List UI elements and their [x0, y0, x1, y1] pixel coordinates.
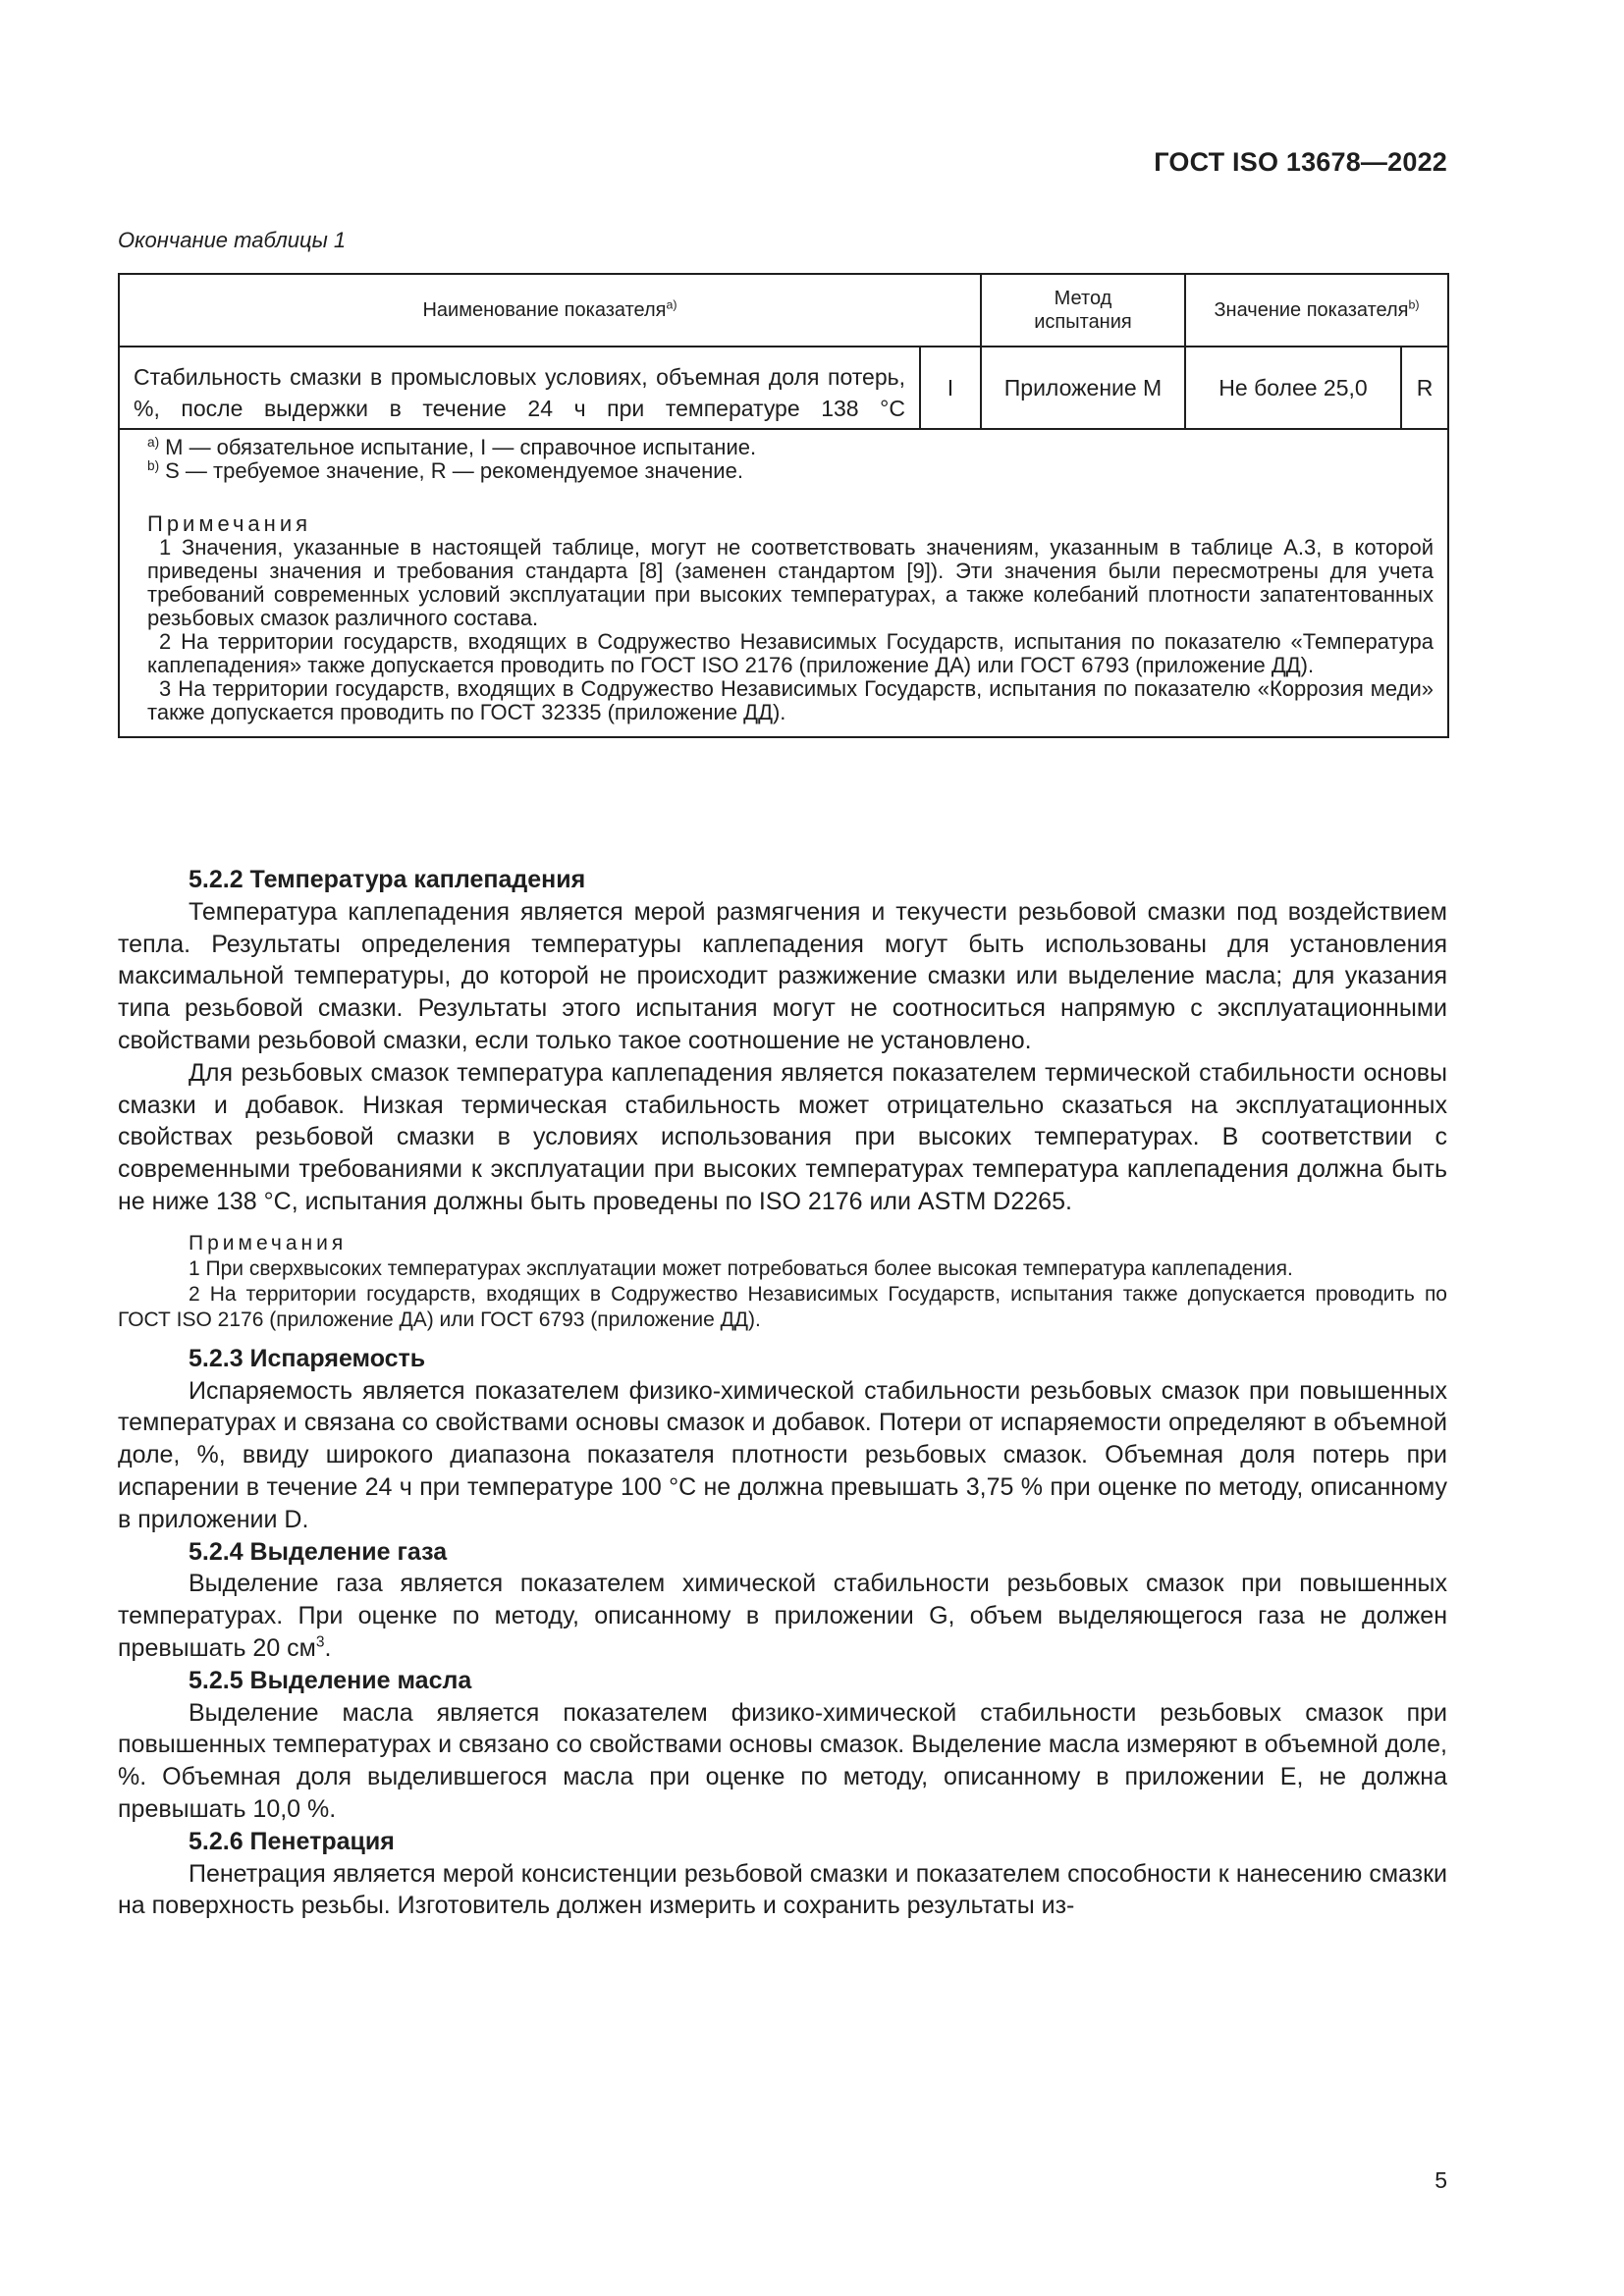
paragraph: Пенетрация является мерой консистенции резьбовой смазки и показателем способности к нанесению смазки на поверхность резьбы. Изготовитель должен измерить и сохранить результаты из- — [118, 1859, 1447, 1920]
section-title-5-2-4: 5.2.4 Выделение газа — [189, 1537, 448, 1566]
section-title-5-2-6: 5.2.6 Пенетрация — [189, 1827, 395, 1855]
section-title-5-2-3: 5.2.3 Испаряемость — [189, 1344, 426, 1372]
standard-code: ГОСТ ISO 13678—2022 — [1154, 147, 1447, 177]
footnote-b: $^{b)}$ S — требуемое значение, R — рекомендуемое значение. — [147, 457, 743, 483]
cell-indicator-name: Стабильность смазки в промысловых условиях, объемная доля потерь, %, после выдержки в течение 24 ч при температуре 138 °С — [119, 347, 920, 429]
paragraph: Для резьбовых смазок температура каплепадения является показателем термической стабильности основы смазки и добавок. Низкая термическая стабильность может отрицательно сказаться на эксплуатационных свойствах резьбовой смазки в условиях использования при высоких температурах. В соответствии с современными требованиями к эксплуатации при высоких температурах температура каплепадения должна быть не ниже 138 °С, испытания должны быть проведены по ISO 2176 или ASTM D2265. — [118, 1058, 1447, 1215]
cell-value-flag: R — [1401, 347, 1448, 429]
notes-title: Примечания — [189, 1231, 348, 1255]
table-note-2: 2 На территории государств, входящих в Содружество Независимых Государств, испытания по показателю «Температура каплепадения» также допускается проводить по ГОСТ ISO 2176 (приложение ДА) или ГОСТ 6793 (приложение ДД). — [147, 629, 1435, 677]
page-number: 5 — [1435, 2167, 1447, 2193]
document-page — [118, 0, 1447, 2296]
section-title-5-2-5: 5.2.5 Выделение масла — [189, 1666, 472, 1694]
cell-test-method: Приложение М — [981, 347, 1185, 429]
section-title-5-2-2: 5.2.2 Температура каплепадения — [189, 866, 586, 893]
table-caption: Окончание таблицы 1 — [118, 228, 347, 252]
paragraph: Испаряемость является показателем физико-химической стабильности резьбовых смазок при повышенных температурах и связана со свойствами основы смазок и добавок. Потери от испаряемости определяют в объемной доле, %, ввиду широкого диапазона показателя плотности резьбовых смазок. Объемная доля потерь при испарении в течение 24 ч при температуре 100 °С не должна превышать 3,75 % при оценке по методу, описанному в приложении D. — [118, 1376, 1447, 1533]
note-1: 1 При сверхвысоких температурах эксплуатации может потребоваться более высокая температура каплепадения. — [189, 1256, 1293, 1280]
table-notes-title: Примечания — [147, 511, 312, 536]
document-body — [118, 864, 1447, 1922]
table-header-row — [119, 274, 1448, 347]
paragraph: Выделение газа является показателем химической стабильности резьбовых смазок при повышенных температурах. При оценке по методу, описанному в приложении G, объем выделяющегося газа не должен превышать 20 $см^3$. — [118, 1570, 1447, 1662]
table-1 — [118, 273, 1449, 738]
cell-value: Не более 25,0 — [1185, 347, 1401, 429]
note-2: 2 На территории государств, входящих в Содружество Независимых Государств, испытания также допускается проводить по ГОСТ ISO 2176 (приложение ДА) или ГОСТ 6793 (приложение ДД). — [118, 1282, 1447, 1331]
header-indicator-name: Наименование показателя$^{a)}$ — [119, 274, 981, 347]
table-row — [119, 347, 1448, 429]
header-indicator-value: Значение показателя$^{b)}$ — [1185, 274, 1448, 347]
paragraph: Температура каплепадения является мерой размягчения и текучести резьбовой смазки под воздействием тепла. Результаты определения температуры каплепадения могут быть использованы для установления максимальной температуры, до которой не происходит разжижение смазки или выделение масла; для указания типа резьбовой смазки. Результаты этого испытания могут не соотноситься напрямую с эксплуатационными свойствами резьбовой смазки, если только такое соотношение не установлено. — [118, 897, 1447, 1054]
table-note-3: 3 На территории государств, входящих в Содружество Независимых Государств, испытания по показателю «Коррозия меди» также допускается проводить по ГОСТ 32335 (приложение ДД). — [147, 676, 1435, 724]
cell-test-category: I — [920, 347, 981, 429]
footnote-a: $^{a)}$ М — обязательное испытание, I — справочное испытание. — [147, 434, 757, 459]
footnote-ref-a: a) — [666, 296, 677, 311]
footnote-ref-b: b) — [1408, 296, 1420, 311]
header-test-method: Метод испытания — [981, 274, 1185, 347]
table-note-1: 1 Значения, указанные в настоящей таблице, могут не соответствовать значениям, указанным в таблице А.3, в которой приведены значения и требования стандарта [8] (заменен стандартом [9]). Эти значения были пересмотрены для учета требований современных условий эксплуатации при высоких температурах, а также колебаний плотности запатентованных резьбовых смазок различного состава. — [147, 535, 1435, 630]
table-notes-row — [119, 429, 1448, 737]
table-notes-cell — [119, 429, 1448, 737]
paragraph: Выделение масла является показателем физико-химической стабильности резьбовых смазок при повышенных температурах и связано со свойствами основы смазок. Выделение масла измеряют в объемной доле, %. Объемная доля выделившегося масла при оценке по методу, описанному в приложении Е, не должна превышать 10,0 %. — [118, 1698, 1447, 1823]
